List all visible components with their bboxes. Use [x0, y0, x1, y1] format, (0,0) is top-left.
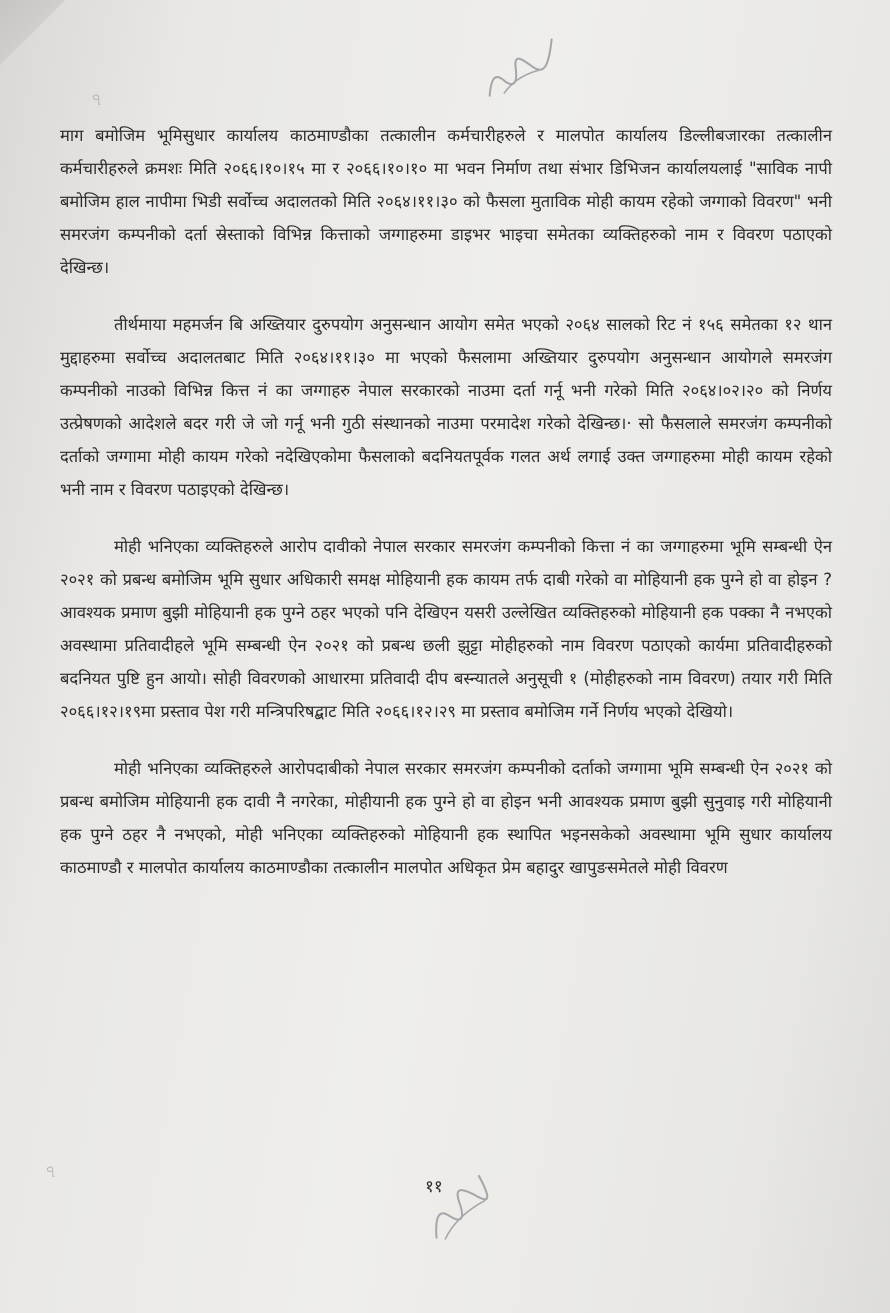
document-body [60, 119, 832, 908]
paragraph-1: माग बमोजिम भूमिसुधार कार्यालय काठमाण्डौका तत्कालीन कर्मचारीहरुले र मालपोत कार्यालय डिल्लीबजारका तत्कालीन कर्मचारीहरुले क्रमशः मिति २०६६।१०।१५ मा र २०६६।१०।१० मा भवन निर्माण तथा संभार डिभिजन कार्यालयलाई "साविक नापी बमोजिम हाल नापीमा भिडी सर्वोच्च अदालतको मिति २०६४।११।३० को फैसला मुताविक मोही कायम रहेको जग्गाको विवरण" भनी समरजंग कम्पनीको दर्ता स्रेस्ताको विभिन्न कित्ताको जग्गाहरुमा डाइभर भाइचा समेतका व्यक्तिहरुको नाम र विवरण पठाएको देखिन्छ। [60, 126, 832, 277]
page-fold-shadow [0, 0, 80, 80]
paragraph-2: तीर्थमाया महमर्जन बि अख्तियार दुरुपयोग अनुसन्धान आयोग समेत भएको २०६४ सालको रिट नं १५६ समेतका १२ थान मुद्दाहरुमा सर्वोच्च अदालतबाट मिति २०६४।११।३० मा भएको फैसलामा अख्तियार दुरुपयोग अनुसन्धान आयोगले समरजंग कम्पनीको नाउको विभिन्न कित्त नं का जग्गाहरु नेपाल सरकारको नाउमा दर्ता गर्नू भनी गरेको मिति २०६४।०२।२० को निर्णय उत्प्रेषणको आदेशले बदर गरी जे जो गर्नू भनी गुठी संस्थानको नाउमा परमादेश गरेको देखिन्छ।· सो फैसलाले समरजंग कम्पनीको दर्ताको जग्गामा मोही कायम गरेको नदेखिएकोमा फैसलाको बदनियतपूर्वक गलत अर्थ लगाई उक्त जग्गाहरुमा मोही कायम रहेको भनी नाम र विवरण पठाइएको देखिन्छ। [60, 315, 832, 499]
paragraph-4: मोही भनिएका व्यक्तिहरुले आरोपदाबीको नेपाल सरकार समरजंग कम्पनीको दर्ताको जग्गामा भूमि सम्बन्धी ऐन २०२१ को प्रबन्ध बमोजिम मोहियानी हक दावी नै नगरेका, मोहीयानी हक पुग्ने हो वा होइन भनी आवश्यक प्रमाण बुझी सुनुवाइ गरी मोहियानी हक पुग्ने ठहर नै नभएको, मोही भनिएका व्यक्तिहरुको मोहियानी हक स्थापित भइनसकेको अवस्थामा भूमि सुधार कार्यालय काठमाण्डौ र मालपोत कार्यालय काठमाण्डौका तत्कालीन मालपोत अधिकृत प्रेम बहादुर खापुङसमेतले मोही विवरण [60, 759, 832, 877]
paragraph-3: मोही भनिएका व्यक्तिहरुले आरोप दावीको नेपाल सरकार समरजंग कम्पनीको कित्ता नं का जग्गाहरुमा भूमि सम्बन्धी ऐन २०२१ को प्रबन्ध बमोजिम भूमि सुधार अधिकारी समक्ष मोहियानी हक कायम तर्फ दाबी गरेको वा मोहियानी हक पुग्ने हो वा होइन ? आवश्यक प्रमाण बुझी मोहियानी हक पुग्ने ठहर भएको पनि देखिएन यसरी उल्लेखित व्यक्तिहरुको मोहियानी हक पक्का नै नभएको अवस्थामा प्रतिवादीहले भूमि सम्बन्धी ऐन २०२१ को प्रबन्ध छली झुट्टा मोहीहरुको नाम विवरण पठाएको कार्यमा प्रतिवादीहरुको बदनियत पुष्टि हुन आयो। सोही विवरणको आधारमा प्रतिवादी दीप बस्न्यातले अनुसूची १ (मोहीहरुको नाम विवरण) तयार गरी मिति २०६६।१२।१९मा प्रस्ताव पेश गरी मन्त्रिपरिषद्बाट मिति २०६६।१२।२९ मा प्रस्ताव बमोजिम गर्ने निर्णय भएको देखियो। [60, 537, 832, 721]
handwritten-mark-top: ঀ [92, 86, 101, 110]
page-number: ११ [425, 1177, 443, 1197]
signature-top [474, 33, 572, 111]
handwritten-mark-bottom: ঀ [46, 1158, 55, 1182]
